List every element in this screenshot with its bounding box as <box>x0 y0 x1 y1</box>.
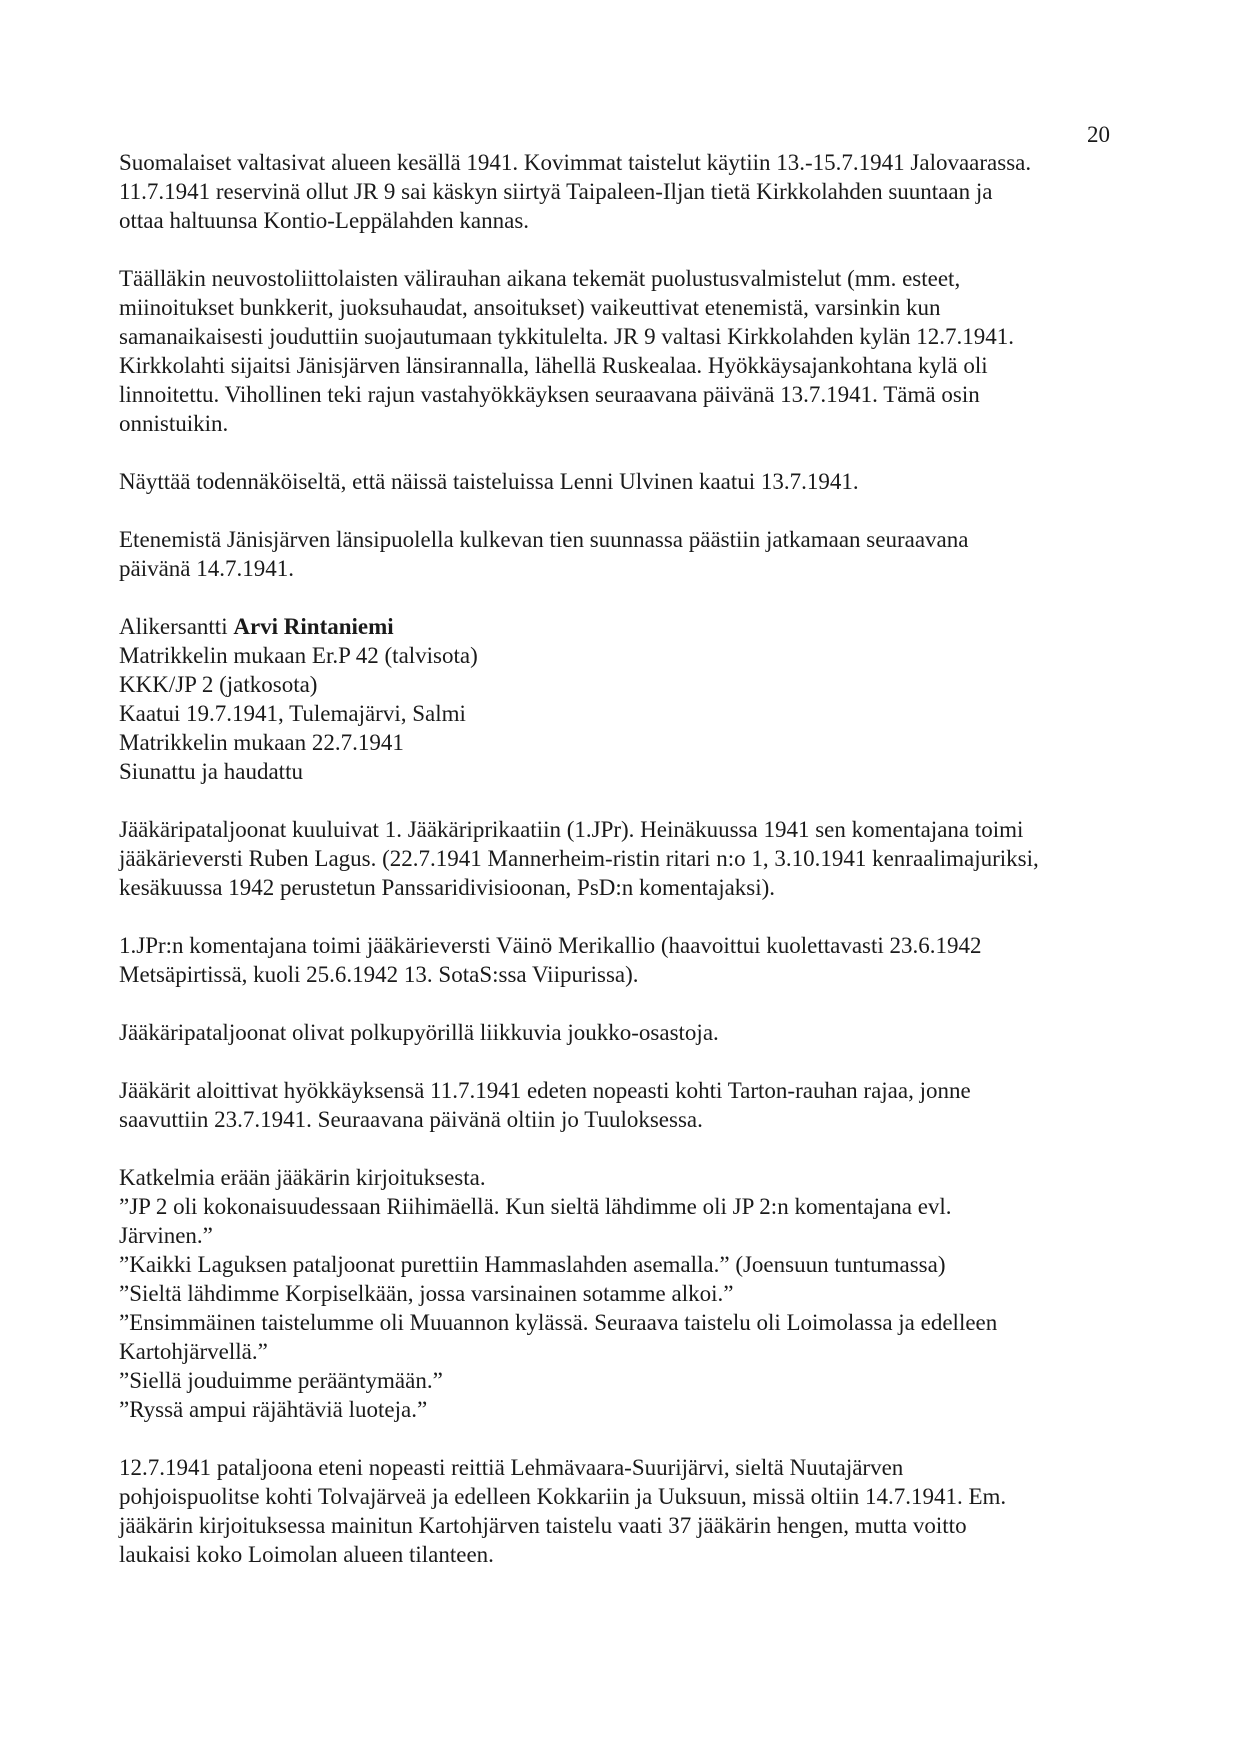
text-line: Matrikkelin mukaan 22.7.1941 <box>119 730 404 755</box>
text-line: 11.7.1941 reservinä ollut JR 9 sai käskyn siirtyä Taipaleen-Iljan tietä Kirkkolahden suuntaan ja <box>119 179 993 204</box>
paragraph-9 <box>119 1076 1119 1134</box>
soldier-record <box>119 612 1119 786</box>
soldier-name: Arvi Rintaniemi <box>233 614 394 639</box>
text-line: Siunattu ja haudattu <box>119 759 303 784</box>
text-line: jääkärin kirjoituksessa mainitun Kartohjärven taistelu vaati 37 jääkärin hengen, mutta voitto <box>119 1513 967 1538</box>
text-line: 12.7.1941 pataljoona eteni nopeasti reittiä Lehmävaara-Suurijärvi, sieltä Nuutajärven <box>119 1455 904 1480</box>
document-body <box>119 148 1119 1598</box>
paragraph-3 <box>119 467 1119 496</box>
text-line: jääkärieversti Ruben Lagus. (22.7.1941 Mannerheim-ristin ritari n:o 1, 3.10.1941 kenraalimajuriksi, <box>119 846 1039 871</box>
page-number: 20 <box>1087 122 1110 147</box>
text-line: onnistuikin. <box>119 411 229 436</box>
quote-line: ”Sieltä lähdimme Korpiselkään, jossa varsinainen sotamme alkoi.” <box>119 1281 734 1306</box>
quote-line: Järvinen.” <box>119 1223 213 1248</box>
text-line: ottaa haltuunsa Kontio-Leppälahden kannas. <box>119 208 530 233</box>
soldier-rank: Alikersantti <box>119 614 234 639</box>
paragraph-2 <box>119 264 1119 438</box>
text-line: päivänä 14.7.1941. <box>119 556 295 581</box>
quote-line: Kartohjärvellä.” <box>119 1339 268 1364</box>
text-line: Kaatui 19.7.1941, Tulemajärvi, Salmi <box>119 701 466 726</box>
text-line: Suomalaiset valtasivat alueen kesällä 1941. Kovimmat taistelut käytiin 13.-15.7.1941 Jalovaarassa. <box>119 150 1032 175</box>
paragraph-6 <box>119 815 1119 902</box>
text-line: linnoitettu. Vihollinen teki rajun vastahyökkäyksen seuraavana päivänä 13.7.1941. Tämä osin <box>119 382 980 407</box>
text-line: Jääkäripataljoonat kuuluivat 1. Jääkäriprikaatiin (1.JPr). Heinäkuussa 1941 sen komentajana toimi <box>119 817 1024 842</box>
text-line: Matrikkelin mukaan Er.P 42 (talvisota) <box>119 643 478 668</box>
paragraph-8 <box>119 1018 1119 1047</box>
text-line: laukaisi koko Loimolan alueen tilanteen. <box>119 1542 494 1567</box>
text-line: Metsäpirtissä, kuoli 25.6.1942 13. SotaS:ssa Viipurissa). <box>119 962 639 987</box>
paragraph-11 <box>119 1453 1119 1569</box>
text-line: kesäkuussa 1942 perustetun Panssaridivisioonan, PsD:n komentajaksi). <box>119 875 776 900</box>
quote-line: ”Ryssä ampui räjähtäviä luoteja.” <box>119 1397 428 1422</box>
text-line: 1.JPr:n komentajana toimi jääkärieversti Väinö Merikallio (haavoittui kuolettavasti 23.6.1942 <box>119 933 982 958</box>
text-line: Jääkärit aloittivat hyökkäyksensä 11.7.1941 edeten nopeasti kohti Tarton-rauhan rajaa, jonne <box>119 1078 971 1103</box>
text-line: Katkelmia erään jääkärin kirjoituksesta. <box>119 1165 486 1190</box>
text-line: Näyttää todennäköiseltä, että näissä taisteluissa Lenni Ulvinen kaatui 13.7.1941. <box>119 469 859 494</box>
text-line: Täälläkin neuvostoliittolaisten välirauhan aikana tekemät puolustusvalmistelut (mm. esteet, <box>119 266 961 291</box>
text-line: pohjoispuolitse kohti Tolvajärveä ja edelleen Kokkariin ja Uuksuun, missä oltiin 14.7.1941. Em. <box>119 1484 1007 1509</box>
quote-line: ”Siellä jouduimme perääntymään.” <box>119 1368 443 1393</box>
quote-line: ”Ensimmäinen taistelumme oli Muuannon kylässä. Seuraava taistelu oli Loimolassa ja edelleen <box>119 1310 998 1335</box>
soldier-name-line <box>119 612 1119 641</box>
text-line: KKK/JP 2 (jatkosota) <box>119 672 318 697</box>
text-line: Etenemistä Jänisjärven länsipuolella kulkevan tien suunnassa päästiin jatkamaan seuraavana <box>119 527 969 552</box>
text-line: samanaikaisesti jouduttiin suojautumaan tykkitulelta. JR 9 valtasi Kirkkolahden kylän 12.7.1941. <box>119 324 1014 349</box>
text-line: Kirkkolahti sijaitsi Jänisjärven länsirannalla, lähellä Ruskealaa. Hyökkäysajankohtana kylä oli <box>119 353 988 378</box>
text-line: miinoitukset bunkkerit, juoksuhaudat, ansoitukset) vaikeuttivat etenemistä, varsinkin kun <box>119 295 941 320</box>
paragraph-1 <box>119 148 1119 235</box>
paragraph-7 <box>119 931 1119 989</box>
text-line: saavuttiin 23.7.1941. Seuraavana päivänä oltiin jo Tuuloksessa. <box>119 1107 703 1132</box>
paragraph-10-quotes <box>119 1163 1119 1424</box>
quote-line: ”Kaikki Laguksen pataljoonat purettiin Hammaslahden asemalla.” (Joensuun tuntumassa) <box>119 1252 946 1277</box>
text-line: Jääkäripataljoonat olivat polkupyörillä liikkuvia joukko-osastoja. <box>119 1020 719 1045</box>
quote-line: ”JP 2 oli kokonaisuudessaan Riihimäellä. Kun sieltä lähdimme oli JP 2:n komentajana evl. <box>119 1194 952 1219</box>
paragraph-4 <box>119 525 1119 583</box>
